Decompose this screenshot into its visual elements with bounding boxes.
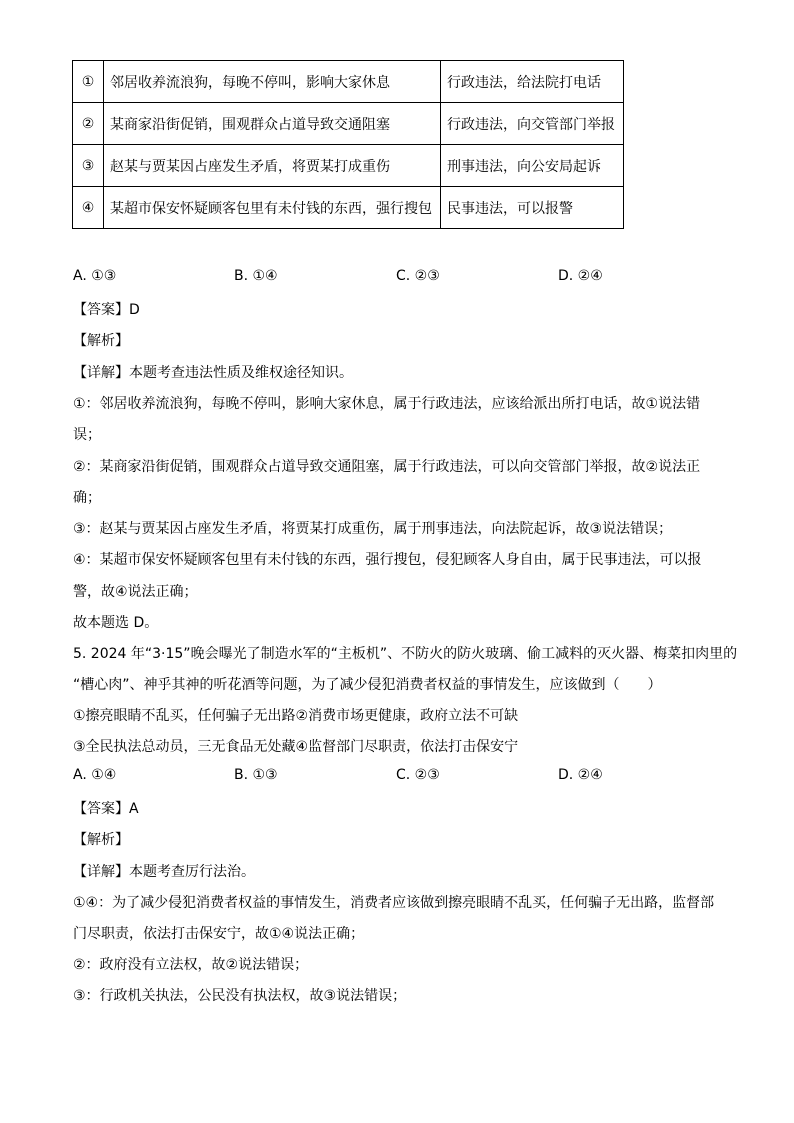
q4-point-2: ②：某商家沿街促销，围观群众占道导致交通阻塞，属于行政违法，可以向交管部门举报，故②说法正	[73, 459, 701, 475]
q5-point-3: ③：行政机关执法，公民没有执法权，故③说法错误；	[73, 988, 407, 1004]
scenario-description: 赵某与贾某因占座发生矛盾，将贾某打成重伤	[104, 145, 441, 187]
q5-option-b: B. ①③	[234, 767, 278, 783]
row-number: ③	[73, 145, 104, 187]
q5-option-a: A. ①④	[73, 767, 117, 783]
q4-options	[73, 268, 733, 288]
q5-point-1: ①④：为了减少侵犯消费者权益的事情发生，消费者应该做到擦亮眼睛不乱买，任何骗子无出路，监督部	[73, 895, 715, 911]
q4-option-b: B. ①④	[234, 268, 278, 284]
q5-stem-cont: “槽心肉”、神乎其神的听花酒等问题，为了减少侵犯消费者权益的事情发生，应该做到（ ）	[73, 677, 662, 693]
scenario-description: 某超市保安怀疑顾客包里有未付钱的东西，强行搜包	[104, 187, 441, 229]
q5-option-c: C. ②③	[396, 767, 440, 783]
q4-analysis-label: 【解析】	[73, 333, 129, 349]
q4-point-1-cont: 误；	[73, 427, 101, 443]
q4-point-4-cont: 警，故④说法正确；	[73, 584, 198, 600]
q5-options	[73, 767, 733, 787]
q4-option-c: C. ②③	[396, 268, 440, 284]
q4-option-d: D. ②④	[558, 268, 603, 284]
scenario-description: 某商家沿街促销，围观群众占道导致交通阻塞	[104, 103, 441, 145]
table-row	[73, 187, 624, 229]
q5-stem: 5. 2024 年“3·15”晚会曝光了制造水军的“主板机”、不防火的防火玻璃、偷工减料的灭火器、梅菜扣肉里的	[73, 646, 738, 662]
q4-detail: 【详解】本题考查违法性质及维权途径知识。	[73, 365, 353, 381]
scenario-judgement: 行政违法，向交管部门举报	[441, 103, 624, 145]
q5-detail: 【详解】本题考查厉行法治。	[73, 864, 255, 880]
q4-conclusion: 故本题选 D。	[73, 615, 159, 631]
table-row	[73, 61, 624, 103]
q5-point-2: ②：政府没有立法权，故②说法错误；	[73, 957, 309, 973]
row-number: ④	[73, 187, 104, 229]
scenario-judgement: 刑事违法，向公安局起诉	[441, 145, 624, 187]
q4-point-3: ③：赵某与贾某因占座发生矛盾，将贾某打成重伤，属于刑事违法，向法院起诉，故③说法错误；	[73, 521, 673, 537]
row-number: ①	[73, 61, 104, 103]
q5-point-1-cont: 门尽职责，依法打击保安宁，故①④说法正确；	[73, 926, 365, 942]
q5-choices-2: ③全民执法总动员，三无食品无处藏④监督部门尽职责，依法打击保安宁	[73, 739, 519, 755]
q4-answer: 【答案】D	[73, 302, 140, 318]
scenario-table	[72, 60, 624, 229]
table-row	[73, 103, 624, 145]
q5-option-d: D. ②④	[558, 767, 603, 783]
q4-point-2-cont: 确；	[73, 490, 101, 506]
q4-point-4: ④：某超市保安怀疑顾客包里有未付钱的东西，强行搜包，侵犯顾客人身自由，属于民事违法，可以报	[73, 552, 702, 568]
q5-analysis-label: 【解析】	[73, 832, 129, 848]
scenario-judgement: 行政违法，给法院打电话	[441, 61, 624, 103]
q5-choices-1: ①擦亮眼睛不乱买，任何骗子无出路②消费市场更健康，政府立法不可缺	[73, 708, 519, 724]
scenario-description: 邻居收养流浪狗，每晚不停叫，影响大家休息	[104, 61, 441, 103]
table-row	[73, 145, 624, 187]
q4-point-1: ①：邻居收养流浪狗，每晚不停叫，影响大家休息，属于行政违法，应该给派出所打电话，故①说法错	[73, 396, 701, 412]
scenario-judgement: 民事违法，可以报警	[441, 187, 624, 229]
q5-answer: 【答案】A	[73, 801, 139, 817]
q4-option-a: A. ①③	[73, 268, 117, 284]
row-number: ②	[73, 103, 104, 145]
